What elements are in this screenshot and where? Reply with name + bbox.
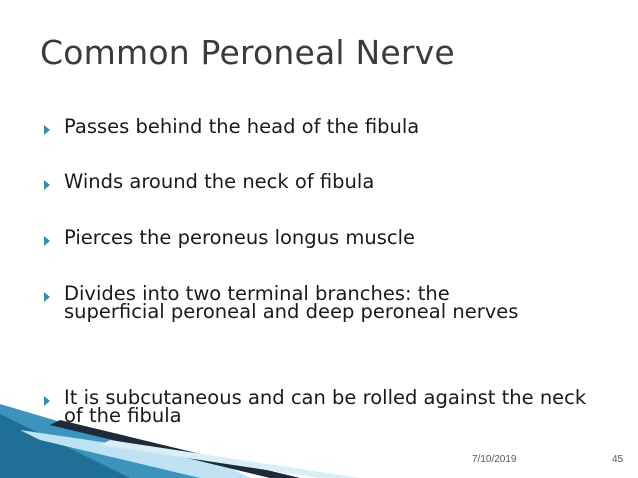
right-triangle-bullet-icon: [44, 125, 50, 135]
bullet-text: Pierces the peroneus longus muscle: [64, 226, 416, 249]
bullet-text: Passes behind the head of the fibula: [64, 115, 420, 138]
footer-date: 7/10/2019: [472, 454, 517, 465]
bullet-text: Divides into two terminal branches: the superficial peroneal and deep peroneal nerves: [64, 282, 519, 323]
right-triangle-bullet-icon: [44, 292, 50, 302]
slide-number: 45: [612, 454, 624, 465]
right-triangle-bullet-icon: [44, 236, 50, 246]
bullet-text: Winds around the neck of fibula: [64, 170, 375, 193]
slide-title: Common Peroneal Nerve: [40, 33, 455, 72]
right-triangle-bullet-icon: [44, 180, 50, 190]
right-triangle-bullet-icon: [44, 396, 50, 406]
bullet-text: It is subcutaneous and can be rolled against the neck of the fibula: [64, 386, 587, 427]
